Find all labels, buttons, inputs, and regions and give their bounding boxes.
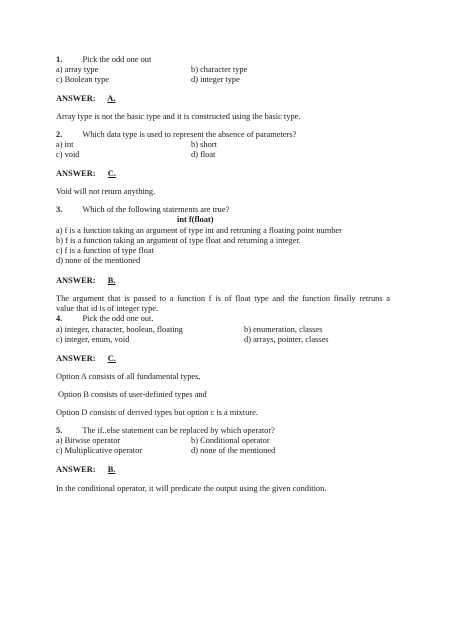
option-d: d) arrays, pointer, classes — [244, 335, 329, 344]
option-b: b) character type — [191, 65, 248, 74]
option-c: c) f is a function of type float — [56, 246, 154, 255]
question-number: 5. — [56, 426, 63, 435]
explanation-3-line-1: The argument that is passed to a function f is of float type and the function finally retruns a — [56, 294, 390, 303]
answer-value: B. — [107, 276, 116, 285]
explanation-4-line-3: Option D consists of derived types but option c is a mixture. — [56, 408, 258, 417]
explanation-1: Array type is not the basic type and it is constructed using the basic type. — [56, 112, 301, 121]
option-b: b) enumeration, classes — [244, 325, 323, 334]
option-d: d) integer type — [191, 75, 240, 84]
option-b: b) Conditional operator — [191, 436, 270, 445]
option-b: b) short — [191, 140, 217, 149]
question-number: 4. — [56, 314, 63, 323]
answer-label: ANSWER: — [56, 169, 96, 178]
question-number: 1. — [56, 55, 63, 64]
option-b: b) f is a function taking an argument of type float and returning a integer. — [56, 236, 301, 245]
question-number: 2. — [56, 130, 63, 139]
question-2 — [56, 130, 296, 140]
option-a: a) f is a function taking an argument of type int and retruning a floating point number — [56, 226, 342, 235]
question-4 — [56, 314, 153, 324]
option-c: c) Boolean type — [56, 75, 110, 84]
question-text: Pick the odd one out. — [82, 314, 154, 323]
question-text: Pick the odd one out — [82, 55, 152, 64]
answer-value: C. — [107, 169, 116, 178]
question-3 — [56, 205, 229, 215]
answer-value: C. — [107, 354, 116, 363]
answer-value: A. — [107, 94, 116, 103]
option-c: c) Multiplicative operator — [56, 446, 143, 455]
answer-value: B. — [107, 465, 116, 474]
answer-3 — [56, 276, 115, 286]
explanation-3-line-2: value that id is of integer type. — [56, 304, 159, 313]
answer-label: ANSWER: — [56, 354, 96, 363]
answer-label: ANSWER: — [56, 276, 96, 285]
answer-2 — [56, 169, 116, 179]
option-c: c) void — [56, 150, 80, 159]
question-1 — [56, 55, 151, 65]
option-c: c) integer, enum, void — [56, 335, 130, 344]
question-text: Which of the following statements are true? — [82, 205, 230, 214]
answer-1 — [56, 94, 115, 104]
question-5 — [56, 426, 275, 436]
option-a: a) int — [56, 140, 74, 149]
explanation-4-line-2: Option B consists of user-definied types and — [58, 390, 207, 399]
question-number: 3. — [56, 205, 63, 214]
answer-label: ANSWER: — [56, 94, 96, 103]
explanation-2: Void will not return anything. — [56, 187, 156, 196]
explanation-4-line-1: Option A consists of all fundamental types, — [56, 372, 201, 381]
answer-label: ANSWER: — [56, 465, 96, 474]
answer-5 — [56, 465, 115, 475]
explanation-5: In the conditional operator, it will predicate the output using the given condition. — [56, 484, 327, 493]
option-d: d) none of the mentioned — [191, 446, 276, 455]
option-a: a) array type — [56, 65, 99, 74]
option-d: d) none of the mentioned — [56, 256, 141, 265]
code-snippet: int f(float) — [177, 215, 214, 224]
option-a: a) integer, character, boolean, floating — [56, 325, 183, 334]
question-text: The if..else statement can be replaced by which operator? — [82, 426, 275, 435]
answer-4 — [56, 354, 116, 364]
option-d: d) float — [191, 150, 216, 159]
question-text: Which data type is used to represent the absence of parameters? — [82, 130, 297, 139]
option-a: a) Bitwise operator — [56, 436, 121, 445]
